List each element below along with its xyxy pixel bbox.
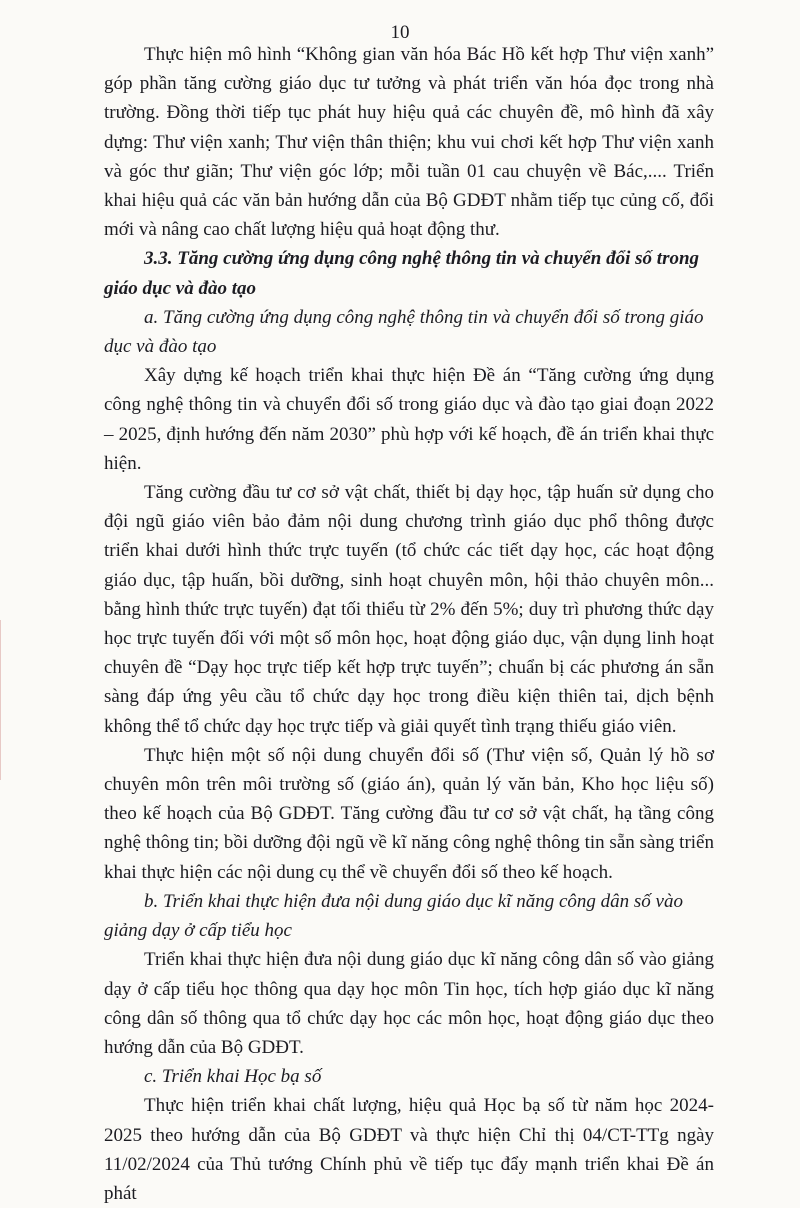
paragraph: Tăng cường đầu tư cơ sở vật chất, thiết bị dạy học, tập huấn sử dụng cho đội ngũ giáo viên bảo đảm nội dung chương trình giáo dục phổ thông được triển khai dưới hình thức trực tuyến (tổ chức các tiết dạy học, các hoạt động giáo dục, tập huấn, bồi dưỡng, sinh hoạt chuyên môn, hội thảo chuyên môn... bằng hình thức trực tuyến) đạt tối thiểu từ 2% đến 5%; duy trì phương thức dạy học trực tuyến đối với một số môn học, hoạt động giáo dục, vận dụng linh hoạt chuyên đề “Dạy học trực tiếp kết hợp trực tuyến”; chuẩn bị các phương án sẵn sàng đáp ứng yêu cầu tổ chức dạy học trong điều kiện thiên tai, dịch bệnh không thể tổ chức dạy học trực tiếp và giải quyết tình trạng thiếu giáo viên. xyxy=(104,482,714,737)
subsection-heading: b. Triển khai thực hiện đưa nội dung giáo dục kĩ năng công dân số vào giảng dạy ở cấp tiểu học xyxy=(104,890,683,942)
paragraph: Thực hiện triển khai chất lượng, hiệu quả Học bạ số từ năm học 2024-2025 theo hướng dẫn của Bộ GDĐT và thực hiện Chỉ thị 04/CT-TTg ngày 11/02/2024 của Thủ tướng Chính phủ về tiếp tục đẩy mạnh triển khai Đề án phát xyxy=(104,1095,714,1204)
paragraph: Thực hiện mô hình “Không gian văn hóa Bác Hồ kết hợp Thư viện xanh” góp phần tăng cường giáo dục tư tưởng và phát triển văn hóa đọc trong nhà trường. Đồng thời tiếp tục phát huy hiệu quả các chuyên đề, mô hình đã xây dựng: Thư viện xanh; Thư viện thân thiện; khu vui chơi kết hợp Thư viện xanh và góc thư giãn; Thư viện góc lớp; mỗi tuần 01 cau chuyện về Bác,.... Triển khai hiệu quả các văn bản hướng dẫn của Bộ GDĐT nhằm tiếp tục củng cố, đổi mới và nâng cao chất lượng hiệu quả hoạt động thư. xyxy=(104,44,714,241)
document-body xyxy=(104,40,714,1208)
paragraph: Triển khai thực hiện đưa nội dung giáo dục kĩ năng công dân số vào giảng dạy ở cấp tiểu học thông qua dạy học môn Tin học, tích hợp giáo dục kĩ năng công dân số thông qua tổ chức dạy học các môn học, hoạt động giáo dục theo hướng dẫn của Bộ GDĐT. xyxy=(104,949,714,1058)
subsection-heading: c. Triển khai Học bạ số xyxy=(144,1066,322,1088)
section-heading: 3.3. Tăng cường ứng dụng công nghệ thông tin và chuyển đổi số trong giáo dục và đào tạo xyxy=(104,248,700,299)
paragraph: Thực hiện một số nội dung chuyển đổi số (Thư viện số, Quản lý hồ sơ chuyên môn trên môi trường số (giáo án), quản lý văn bản, Kho học liệu số) theo kế hoạch của Bộ GDĐT. Tăng cường đầu tư cơ sở vật chất, hạ tầng công nghệ thông tin; bồi dưỡng đội ngũ về kĩ năng công nghệ thông tin sẵn sàng triển khai thực hiện các nội dung cụ thể về chuyển đổi số theo kế hoạch. xyxy=(104,744,714,883)
page-edge-mark xyxy=(0,620,7,780)
paragraph: Xây dựng kế hoạch triển khai thực hiện Đề án “Tăng cường ứng dụng công nghệ thông tin và chuyển đổi số trong giáo dục và đào tạo giai đoạn 2022 – 2025, định hướng đến năm 2030” phù hợp với kế hoạch, đề án triển khai thực hiện. xyxy=(104,365,714,474)
page-number: 10 xyxy=(390,22,410,43)
subsection-heading: a. Tăng cường ứng dụng công nghệ thông tin và chuyển đổi số trong giáo dục và đào tạo xyxy=(104,306,704,358)
